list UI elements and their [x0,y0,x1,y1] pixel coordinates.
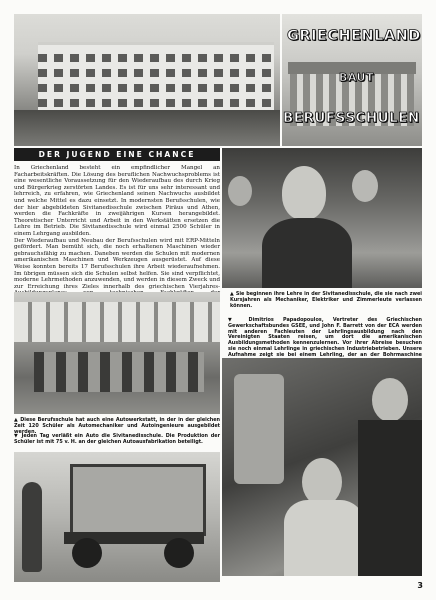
workshop-photo [14,292,220,414]
page-number: 3 [417,581,423,590]
headline-line-2: BAUT [339,71,374,84]
students-photo [222,148,422,288]
body-paragraph: Der Wiederaufbau und Neubau der Berufsschulen wird mit ERP-Mitteln gefördert. Man bemüht sich, die noch erhaltenen Maschinen wieder gebrauchsfähig zu machen. Daneben werden die Schulen mit modernen amerikanischen Maschinen und Werkzeugen ausgerüstet. Auf diese Weise konnten bereits 17 Berufsschulen ihre Arbeit wiederaufnehmen. Im übrigen müssen sich die Schulen selbst helfen. Sie sind verpflichtet, moderne Lehrmethoden anzuwenden, und werden in diesem Zweck und zur Erreichung ihres Zieles innerhalb des griechischen Vierjahres- [14,237,220,290]
section-kicker: DER JUGEND EINE CHANCE [14,148,220,161]
truck-photo [14,452,220,582]
school-building-photo [14,14,280,146]
workshop-caption: ▲ Diese Berufsschule hat auch eine Autowerkstatt, in der in der gleichen Zeit 120 Schüler als Automechaniker und Autoingenieure ausgebildet werden. [14,417,220,435]
headline-line-3: BERUFSSCHULEN [283,110,420,126]
article-body [14,165,220,303]
students-caption: ▲ Sie beginnen ihre Lehre in der Sivitanedisschule, die sie nach zwei Kursjahren als Mechaniker, Elektriker und Zimmerleute verlassen können. [230,291,422,309]
officials-caption: ▼ Dimitrios Papadopoulos, Vertreter des Griechischen Gewerkschaftsbundes GSEE, und John F. Barrett von der ECA werden mit anderen Fachleuten der Lehrlingsausbildung nach den Vereinigten Staaten reisen, um dort die amerikanischen Ausbildungsmethoden kennenzulernen. Vor ihrer Abreise besuchen sie noch einmal Lehrlinge in griechischen Industriebetrieben. Unsere Aufnahme zeigt sie bei einem Lehrling, der an der Bohrmaschine [228,317,422,358]
headline-line-1: GRIECHENLAND [287,28,421,44]
body-paragraph: In Griechenland besteht ein empfindlicher Mangel an Facharbeitskräften. Die Lösung des beruflichen Nachwuchsproblems ist eine wesentliche Voraussetzung für den Wiederaufbau des durch Krieg und Bürgerkrieg zerstörten Landes. Es ist für uns sehr interessant und lehrreich, zu erfahren, wie Griechenland seinen Nachwuchs ausbildet und welche Mittel es dazu einsetzt. In modernsten Berufsschulen, wie der hier abgebildeten Sivitanedisschule zwischen Piräus und Athen, werden die Fachkräfte in zweijährigen Kursen herangebildet. Theoretischer Unterricht und Arbeit in den Werkstätten ersetzen die Lehre im Betrieb. Die Sivitanedisschule wird einmal 2500 Schüler in einem Lehrgang ausbilden. [14,165,220,237]
truck-caption: ▼ Jeden Tag verläßt ein Auto die Sivitanedisschule. Die Produktion der Schüler ist mit 75 v. H. an der gleichen Autoausfabrikation beteiligt. [14,433,220,445]
drilling-machine-photo [222,358,422,576]
